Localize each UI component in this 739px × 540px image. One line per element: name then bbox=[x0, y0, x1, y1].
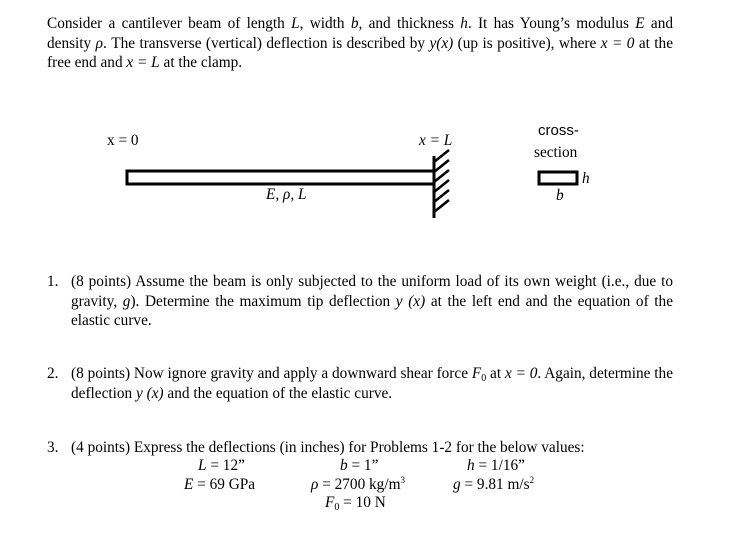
question-1 bbox=[47, 272, 673, 331]
question-3 bbox=[47, 438, 673, 458]
cross-section-label-line2: section bbox=[534, 144, 578, 161]
x0-label: x = 0 bbox=[107, 132, 139, 149]
beam-properties-label: E, ρ, L bbox=[266, 186, 307, 203]
value-E: E = 69 GPa bbox=[184, 476, 256, 493]
thickness-h-label: h bbox=[582, 170, 590, 187]
beam-figure bbox=[0, 120, 739, 220]
question-number: 2. bbox=[47, 365, 59, 382]
cross-section-rect bbox=[539, 172, 577, 184]
intro-paragraph: Consider a cantilever beam of length L, width b, and thickness h. It has Young’s modulus E and density ρ. The transverse (vertical) deflection is described by y(x) (up is positive), where x = 0 at the free end and x = L at the clamp. bbox=[47, 15, 673, 71]
value-rho: ρ = 2700 $kg/m^3$ bbox=[311, 475, 405, 493]
value-L: L = 12” bbox=[198, 457, 245, 474]
question-text: (8 points) Now ignore gravity and apply a downward shear force $F_0$ at x = 0. Again, determine the deflection y (x) and the equation of the elastic curve. bbox=[71, 365, 673, 402]
question-number: 3. bbox=[47, 439, 59, 456]
question-text: (4 points) Express the deflections (in inches) for Problems 1-2 for the below values: bbox=[71, 439, 585, 456]
value-h: h = 1/16” bbox=[467, 457, 525, 474]
value-b: b = 1” bbox=[340, 457, 379, 474]
clamp-hatching bbox=[434, 150, 449, 212]
value-g: g = 9.81 $m/s^2$ bbox=[453, 475, 535, 493]
width-b-label: b bbox=[556, 187, 564, 204]
xL-label: x = L bbox=[419, 132, 453, 149]
question-2 bbox=[47, 364, 673, 403]
question-number: 1. bbox=[47, 273, 59, 290]
question-text: (8 points) Assume the beam is only subjected to the uniform load of its own weight (i.e., due to gravity, g). Determine the maximum tip deflection y (x) at the left end and the equation of the elastic curve. bbox=[71, 273, 673, 329]
beam-body bbox=[127, 171, 434, 184]
cross-section-label-line1: cross- bbox=[538, 122, 579, 139]
value-F0: $F_0 = 10$ N bbox=[325, 494, 386, 513]
